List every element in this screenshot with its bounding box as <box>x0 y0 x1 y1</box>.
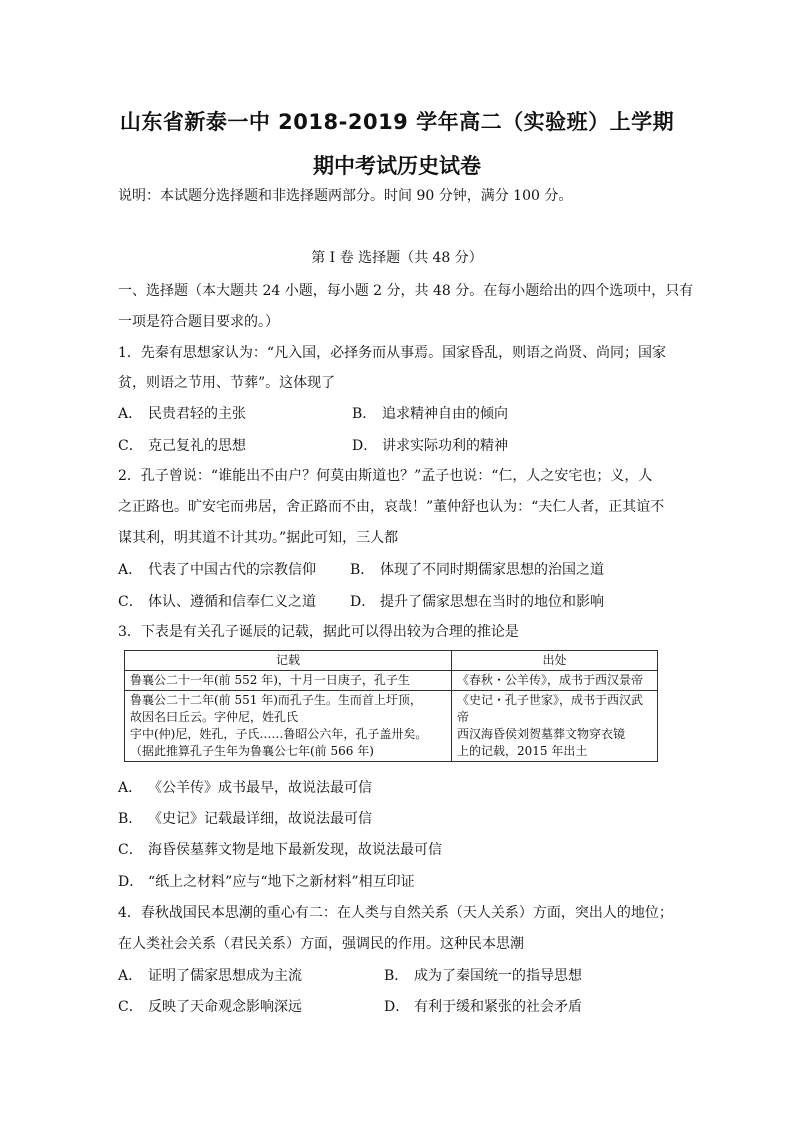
q4-stem-line2: 在人类社会关系（君民关系）方面，强调民的作用。这种民本思潮 <box>118 936 524 952</box>
q3-option-a: A． 《公羊传》成书最早，故说法最可信 <box>118 780 372 796</box>
table-row <box>125 691 658 762</box>
q2-option-b: B． 体现了不同时期儒家思想的治国之道 <box>350 562 604 578</box>
q2-stem-line3: 谋其利，明其道不计其功。”据此可知，三人都 <box>118 530 399 546</box>
q2-option-c: C． 体认、遵循和信奉仁义之道 <box>118 594 316 610</box>
q1-option-b: B． 追求精神自由的倾向 <box>352 406 508 422</box>
q1-stem-line2: 贫，则语之节用、节葬”。这体现了 <box>118 375 336 391</box>
q2-stem-line2: 之正路也。旷安宅而弗居，舍正路而不由，哀哉！”董仲舒也认为：“夫仁人者，正其谊不 <box>118 499 665 515</box>
instructions: 说明：本试题分选择题和非选择题两部分。时间 90 分钟，满分 100 分。 <box>118 188 573 204</box>
record-cell <box>125 691 452 762</box>
exam-title-line2: 期中考试历史试卷 <box>313 154 481 178</box>
q4-option-d: D． 有利于缓和紧张的社会矛盾 <box>384 999 582 1015</box>
part-intro-line1: 一、选择题（本大题共 24 小题，每小题 2 分，共 48 分。在每小题给出的四个选项中，只有 <box>118 283 694 299</box>
source-cell: 《春秋・公羊传》，成书于西汉景帝 <box>452 671 658 691</box>
record-line: 鲁襄公二十二年(前 551 年)而孔子生。生而首上圩顶， <box>130 693 422 707</box>
source-line: 上的记载，2015 年出土 <box>457 744 588 758</box>
birth-records-table <box>124 650 658 762</box>
table-header-row <box>125 651 658 671</box>
source-line: 西汉海昏侯刘贺墓葬文物穿衣镜 <box>457 727 626 741</box>
record-line: （据此推算孔子生年为鲁襄公七年(前 566 年) <box>130 744 374 758</box>
q2-option-d: D． 提升了儒家思想在当时的地位和影响 <box>350 594 604 610</box>
q4-option-c: C． 反映了天命观念影响深远 <box>118 999 302 1015</box>
part-intro-line2: 一项是符合题目要求的。） <box>118 314 279 330</box>
q3-option-d: D． “纸上之材料”应与“地下之新材料”相互印证 <box>118 874 415 890</box>
table-header-source: 出处 <box>452 651 658 671</box>
table-row <box>125 671 658 691</box>
table-header-record: 记载 <box>125 651 452 671</box>
record-line: 宇中(仲)尼，姓孔，子氏……鲁昭公六年，孔子盖卅矣。 <box>130 727 428 741</box>
q4-option-a: A． 证明了儒家思想成为主流 <box>118 968 302 984</box>
record-line: 故因名曰丘云。字仲尼，姓孔氏 <box>130 710 299 724</box>
record-cell: 鲁襄公二十一年(前 552 年)，十月一日庚子，孔子生 <box>125 671 452 691</box>
section-header: 第 I 卷 选择题（共 48 分） <box>311 250 483 266</box>
exam-title-line1: 山东省新泰一中 2018-2019 学年高二（实验班）上学期 <box>119 110 675 134</box>
source-line: 《史记・孔子世家》，成书于西汉武 <box>457 693 644 707</box>
q4-option-b: B． 成为了秦国统一的指导思想 <box>384 968 582 984</box>
q2-option-a: A． 代表了中国古代的宗教信仰 <box>118 562 316 578</box>
q2-stem-line1: 2．孔子曾说：“谁能出不由户？何莫由斯道也？”孟子也说：“仁，人之安宅也；义，人 <box>118 468 653 484</box>
q1-option-c: C． 克己复礼的思想 <box>118 438 246 454</box>
source-line: 帝 <box>457 710 470 724</box>
q3-stem: 3．下表是有关孔子诞辰的记载，据此可以得出较为合理的推论是 <box>118 624 519 640</box>
q3-option-b: B． 《史记》记载最详细，故说法最可信 <box>118 811 372 827</box>
q1-option-a: A． 民贵君轻的主张 <box>118 406 246 422</box>
q1-stem-line1: 1．先秦有思想家认为：“凡入国，必择务而从事焉。国家昏乱，则语之尚贤、尚同；国家 <box>118 345 667 361</box>
q4-stem-line1: 4．春秋战国民本思潮的重心有二：在人类与自然关系（天人关系）方面，突出人的地位； <box>118 905 673 921</box>
q1-option-d: D． 讲求实际功利的精神 <box>352 438 508 454</box>
source-cell <box>452 691 658 762</box>
q3-option-c: C． 海昏侯墓葬文物是地下最新发现，故说法最可信 <box>118 842 442 858</box>
